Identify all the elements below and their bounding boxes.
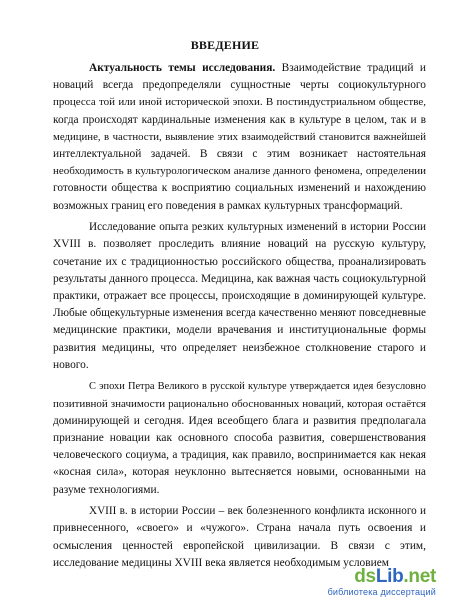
text-line [53,94,426,111]
text-line [53,236,426,253]
text-line [53,322,426,339]
line-text: С эпохи Петра Великого в русской культуре утверждается идея безусловно [89,381,426,393]
paragraph [53,503,426,572]
text-line [53,198,426,215]
line-text: позитивной значимости рационально обоснованных новаций, которая остаётся [53,397,426,410]
text-line [53,482,426,499]
text-line [53,112,426,129]
line-text: XVIII в. в истории России – век болезненного конфликта исконного и [89,505,426,518]
line-text: привнесенного, «своего» и «чужого». Страна начала путь освоения и [53,522,426,535]
text-line [53,378,426,395]
line-text: человеческого социума, а традиция, как правило, воспринимается как некая [53,449,426,462]
line-text: признание новации как основного способа развития, совершенствования [53,432,426,445]
watermark-logo-net: .net [403,566,436,587]
text-line [53,305,426,322]
document-body [53,60,426,576]
text-line [53,288,426,305]
text-line [53,396,426,413]
text-line [53,146,426,163]
text-line [53,254,426,271]
text-line [53,271,426,288]
line-text: Исследование опыта резких культурных изменений в истории России [89,221,426,234]
section-lead-bold: Актуальность темы исследования. [89,62,276,74]
text-line [53,538,426,555]
paragraph [53,378,426,498]
text-line [53,219,426,236]
text-line [53,413,426,430]
page-title: ВВЕДЕНИЕ [190,38,260,52]
line-text: осмысления ценностей европейской цивилизации. В связи с этим, [53,539,426,552]
text-line [53,520,426,537]
line-text: готовности общества к восприятию социальных изменений и нахождению [53,182,426,195]
text-line [53,464,426,481]
line-text: когда происходят кардинальные изменения как в культуре в целом, так и в [53,113,426,126]
watermark-logo [296,567,436,587]
text-line [53,77,426,94]
text-line [53,60,426,77]
line-text: медицине, в частности, выявление этих взаимодействий становится важнейшей [53,130,426,143]
line-text: доминирующей и сегодня. Идея всеобщего блага и развития предполагала [53,414,426,427]
line-text: медицинские практики, модели врачевания и институциональные формы [53,324,426,337]
line-text: возможных границ его поведения в рамках культурных трансформаций. [53,199,403,212]
line-text: развития медицины, что определяет неизбежное столкновение старого и [53,341,426,354]
watermark-logo-lib: Lib [375,566,404,587]
text-line [53,129,426,146]
line-text: результаты данного процесса. Медицина, как важная часть социокультурной [53,272,426,285]
line-text: нового. [53,358,89,371]
line-text: сочетание их с традиционностью российского общества, проанализировать [53,255,426,268]
text-line [53,430,426,447]
line-text: новаций всегда предопределяли сущностные черты социокультурного [53,79,426,92]
paragraph [53,219,426,374]
text-line [53,340,426,357]
watermark-logo-ds: ds [354,566,376,587]
text-line [53,180,426,197]
line-text: практики, отражает все процессы, происходящие в доминирующей культуре. [53,290,426,303]
watermark-subtitle: библиотека диссертаций [327,587,436,597]
dslib-watermark [296,567,436,598]
paragraph [53,60,426,215]
text-line [53,357,426,374]
line-text: разуме технологиями. [53,483,160,496]
line-text: необходимость в культурологическом анализе данного феномена, определении [53,165,426,178]
text-line [53,163,426,180]
line-text: Любые общекультурные изменения всегда качественно меняют повседневные [53,307,426,320]
line-text: «косная сила», которая неуклонно вытесняется новыми, основанными на [53,466,426,479]
line-text: процесса той или иной исторической эпохи. В постиндустриальном обществе, [53,96,426,109]
text-line [53,447,426,464]
line-text: интеллектуальной задачей. В связи с этим возникает настоятельная [53,148,426,161]
line-text: исследование медицины XVIII века является необходимым условием [53,556,389,569]
text-line [53,503,426,520]
line-text: XVIII в. позволяет проследить влияние новаций на русскую культуру, [53,238,426,251]
line-text: Взаимодействие традиций и [275,62,426,74]
